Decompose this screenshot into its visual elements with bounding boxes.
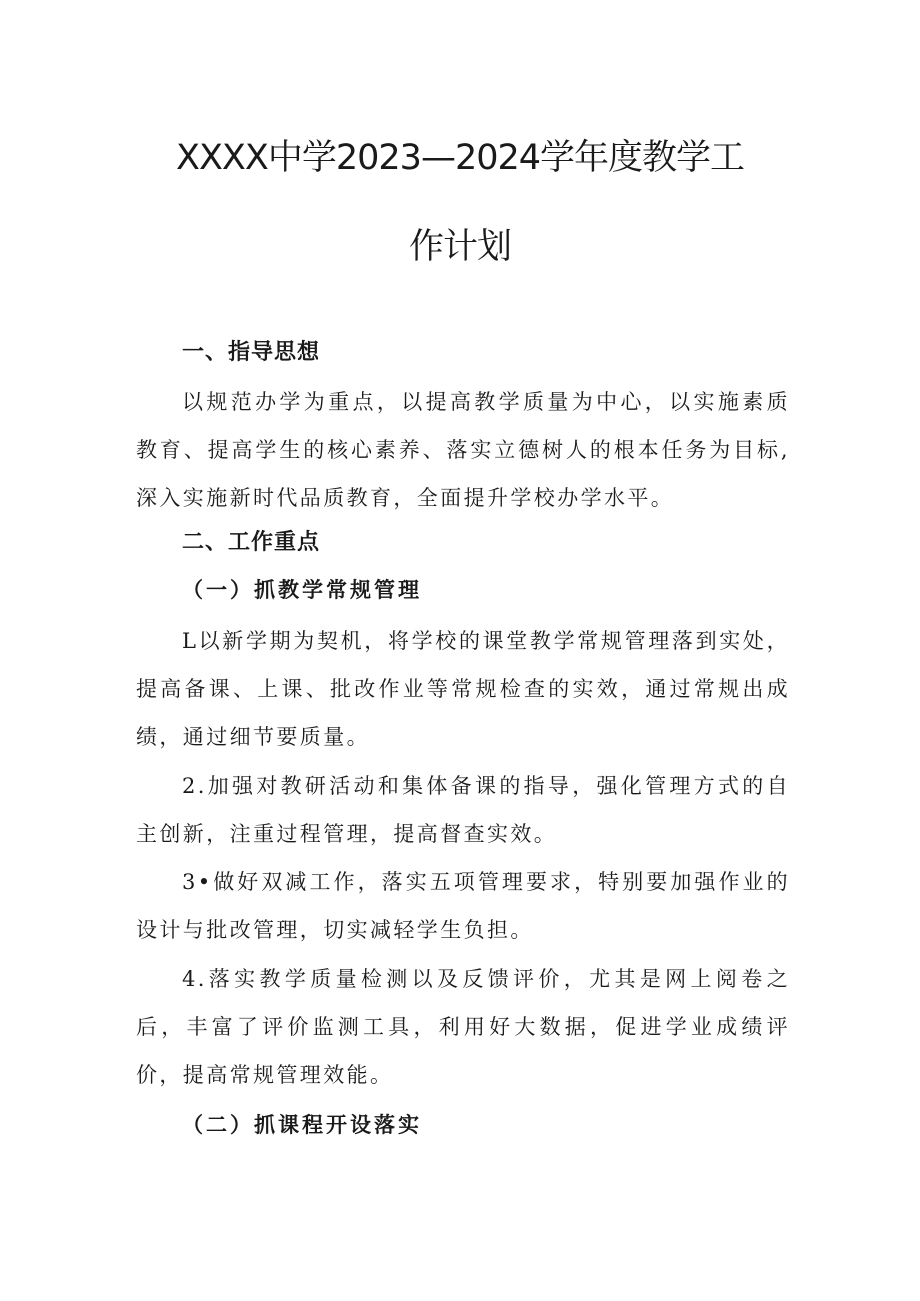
- section-heading-work-focus: 二、工作重点: [182, 530, 321, 555]
- work-item-1: L以新学期为契机，将学校的课堂教学常规管理落到实处，提高备课、上课、批改作业等常规检查的实效，通过常规出成绩，通过细节要质量。: [136, 629, 790, 749]
- subsection-heading-teaching-routine: （一）抓教学常规管理: [182, 577, 422, 602]
- work-item-2: 2.加强对教研活动和集体备课的指导，强化管理方式的自主创新，注重过程管理，提高督查实效。: [136, 774, 790, 846]
- guiding-ideology-paragraph: 以规范办学为重点，以提高教学质量为中心，以实施素质教育、提高学生的核心素养、落实立德树人的根本任务为目标,深入实施新时代品质教育，全面提升学校办学水平。: [136, 390, 790, 510]
- work-item-3: 3•做好双减工作，落实五项管理要求，特别要加强作业的设计与批改管理，切实减轻学生负担。: [136, 870, 790, 942]
- document-title-line-2: 作计划: [408, 227, 511, 267]
- section-heading-guiding-ideology: 一、指导思想: [182, 340, 321, 365]
- work-item-4: 4.落实教学质量检测以及反馈评价，尤其是网上阅卷之后，丰富了评价监测工具，利用好大数据，促进学业成绩评价，提高常规管理效能。: [136, 967, 790, 1087]
- document-title-line-1: XXXX中学2023—2024学年度教学工: [175, 138, 745, 178]
- subsection-heading-curriculum: （二）抓课程开设落实: [182, 1112, 422, 1137]
